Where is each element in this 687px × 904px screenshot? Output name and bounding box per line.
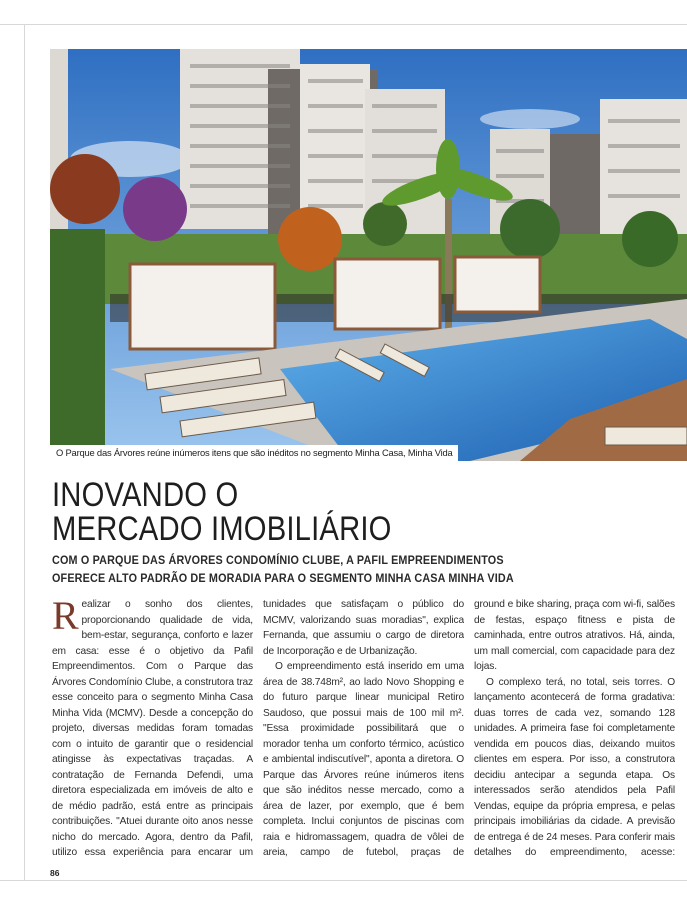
page-number: 86	[50, 868, 60, 878]
article-column-3	[474, 597, 675, 859]
condominium-photo	[50, 49, 687, 461]
subtitle-line-1: COM O PARQUE DAS ÁRVORES CONDOMÍNIO CLUBE, A PAFIL EMPREENDIMENTOS	[52, 553, 504, 567]
article-headline	[52, 478, 585, 546]
drop-cap: R	[52, 597, 79, 638]
col3-paragraph-2: O complexo terá, no total, seis torres. O lançamento acontecerá de forma gradativa: duas torres de cada vez, somando 128 unidades. A primeira fase foi completamente vendida em poucos dias, deixando muitos clientes em espera. Por isso, a construtora decidiu antecipar a segunda etapa. Os interessados serão atendidos pela Pafil Vendas, equipe da própria empresa, e pelas principais imobiliárias da cidade. A previsão de entrega é de 24 meses. Para conferir mais detalhes do empreendimento, acesse:	[474, 676, 675, 858]
subtitle-line-2: OFERECE ALTO PADRÃO DE MORADIA PARA O SEGMENTO MINHA CASA MINHA VIDA	[52, 571, 514, 585]
page-top-rule	[0, 24, 687, 25]
article-column-1	[52, 597, 253, 859]
headline-line-2: MERCADO IMOBILIÁRIO	[52, 510, 392, 548]
page-bottom-rule	[0, 880, 687, 881]
col3-paragraph-1: ground e bike sharing, praça com wi-fi, salões de festas, espaço fitness e pista de caminhada, entre outros atrativos. Há, ainda, um mall comercial, com capacidade para dez lojas.	[474, 599, 675, 672]
col1-paragraph-1: ealizar o sonho dos clientes, proporcionando qualidade de vida, bem-estar, segurança, conforto e lazer em casa: esse é o objetivo da Pafil Empreendimentos. Com o Parque das Árvores Condomínio Clube, a construtora traz esse conceito para o segmento Minha Casa Minha Vida (MCMV). Desde a concepção do projeto, diversas medidas foram tomadas com o intuito de garantir que o residencial atingisse às expectativas traçadas. A contratação de Fernanda Defendi, uma diretora especializada em imóveis de alto e de médio padrão, está entre as principais contribuições. "Atuei durante oito anos nesse nicho do mercado. Agora, dentro da Pafil, utilizo essa experiência para encarar um	[52, 599, 253, 858]
col2-paragraph-1: tunidades que satisfaçam o público do MCMV, valorizando suas moradias", explica Fernanda, que assumiu o cargo de diretora de Incorporação e de Urbanização.	[263, 599, 464, 657]
col2-paragraph-2: O empreendimento está inserido em uma área de 38.748m², ao lado Novo Shopping e do futuro parque linear municipal Retiro Saudoso, que possui mais de 100 mil m². "Essa proximidade possibilitará que o morador tenha um conforto térmico, acústico e ambiental indiscutível", aponta a diretora. O Parque das Árvores reúne inúmeros itens que são inéditos nesse mercado, como a área de lazer, por exemplo, que é bem completa. Inclui conjuntos de piscinas com raia e hidromassagem, quadra de vôlei de areia, campo de futebol, praças de	[263, 661, 464, 858]
condominium-illustration	[50, 49, 687, 461]
article-body	[52, 597, 676, 859]
photo-caption: O Parque das Árvores reúne inúmeros itens que são inéditos no segmento Minha Casa, Minha Vida	[50, 445, 458, 461]
headline-line-1: INOVANDO O	[52, 476, 239, 514]
article-subtitle	[52, 551, 609, 587]
article-column-2	[263, 597, 464, 859]
page-left-rule	[24, 24, 25, 880]
